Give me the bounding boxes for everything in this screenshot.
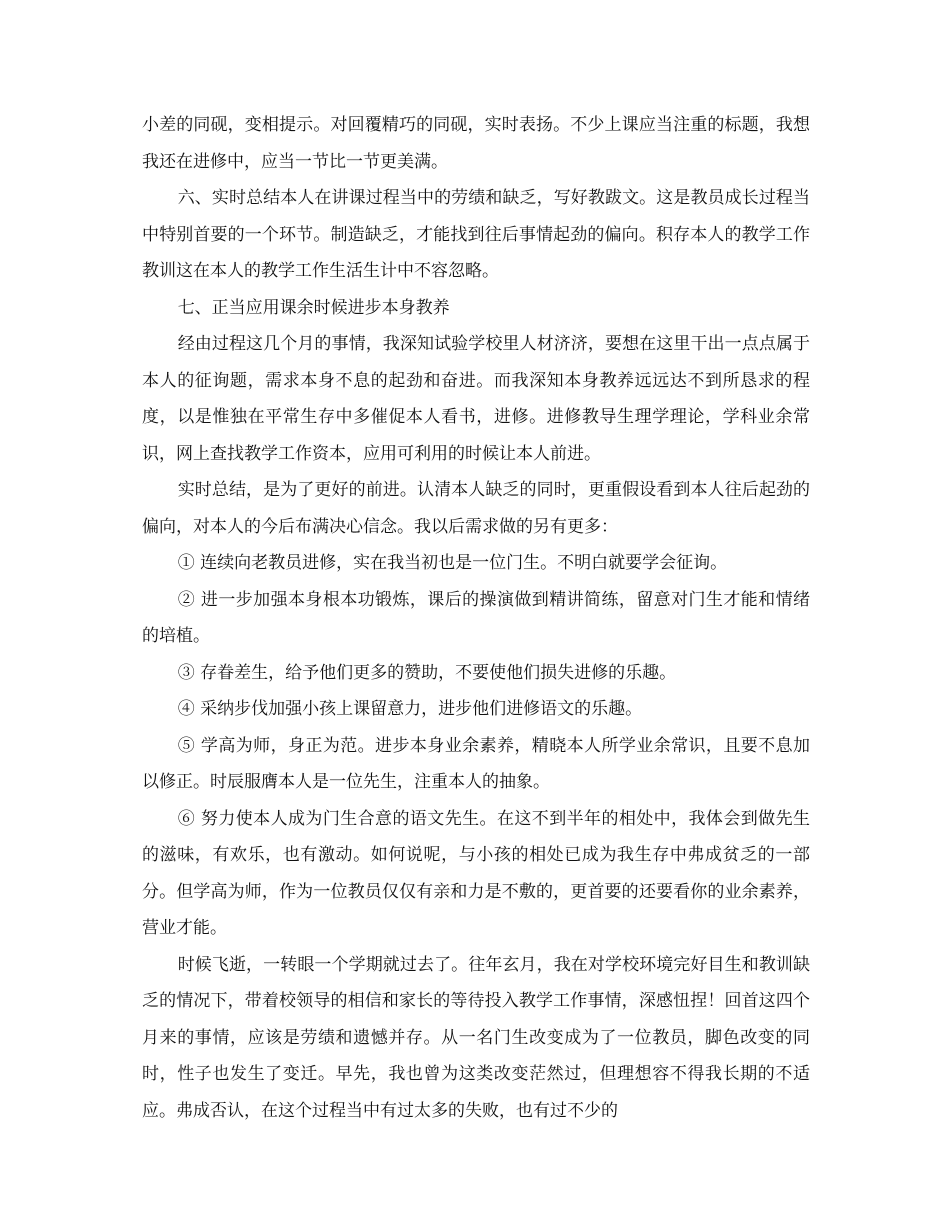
- paragraph-4: 实时总结，是为了更好的前进。认清本人缺乏的同时，更重假设看到本人往后起劲的偏向，对本人的今后布满决心信念。我以后需求做的另有更多：: [142, 480, 810, 537]
- list-item-2: ② 进一步加强本身根本功锻炼，课后的操演做到精讲简练，留意对门生才能和情绪的培植。: [142, 589, 810, 646]
- list-item-3: ③ 存眷差生，给予他们更多的赞助，不要使他们损失进修的乐趣。: [177, 662, 677, 683]
- paragraph-5: 时候飞逝，一转眼一个学期就过去了。往年玄月，我在对学校环境完好目生和教训缺乏的情况下，带着校领导的相信和家长的等待投入教学工作事情，深感忸捏！回首这四个月来的事情，应该是劳绩和遗憾并存。从一名门生改变成为了一位教员，脚色改变的同时，性子也发生了变迁。早先，我也曾为这类改变茫然过，但理想容不得我长期的不适应。弗成否认，在这个过程当中有过太多的失败，也有过不少的: [142, 954, 810, 1121]
- paragraph-2: 六、实时总结本人在讲课过程当中的劳绩和缺乏，写好教跋文。这是教员成长过程当中特别首要的一个环节。制造缺乏，才能找到往后事情起劲的偏向。积存本人的教学工作教训这在本人的教学工作生活生计中不容忽略。: [142, 188, 810, 281]
- list-item-4: ④ 采纳步伐加强小孩上课留意力，进步他们进修语文的乐趣。: [177, 699, 643, 719]
- list-item-1: ① 连续向老教员进修，实在我当初也是一位门生。不明白就要学会征询。: [177, 553, 728, 573]
- paragraph-3: 经由过程这几个月的事情，我深知试验学校里人材济济，要想在这里干出一点点属于本人的征询题，需求本身不息的起劲和奋进。而我深知本身教养远远达不到所恳求的程度，以是惟独在平常生存中多催促本人看书，进修。进修教导生理学理论，学科业余常识，网上查找教学工作资本，应用可利用的时候让本人前进。: [142, 334, 810, 464]
- paragraph-1: 小差的同砚，变相提示。对回覆精巧的同砚，实时表扬。不少上课应当注重的标题，我想我还在进修中，应当一节比一节更美满。: [142, 115, 810, 172]
- body-text: [142, 107, 810, 1129]
- list-item-5: ⑤ 学高为师，身正为范。进步本身业余素养，精晓本人所学业余常识，且要不息加以修正。时辰服膺本人是一位先生，注重本人的抽象。: [142, 735, 810, 792]
- section-heading-7: 七、正当应用课余时候进步本身教养: [177, 297, 450, 318]
- list-item-6: ⑥ 努力使本人成为门生合意的语文先生。在这不到半年的相处中，我体会到做先生的滋味，有欢乐，也有激动。如何说呢，与小孩的相处已成为我生存中弗成贫乏的一部分。但学高为师，作为一位教员仅仅有亲和力是不敷的，更首要的还要看你的业余素养，营业才能。: [142, 808, 810, 938]
